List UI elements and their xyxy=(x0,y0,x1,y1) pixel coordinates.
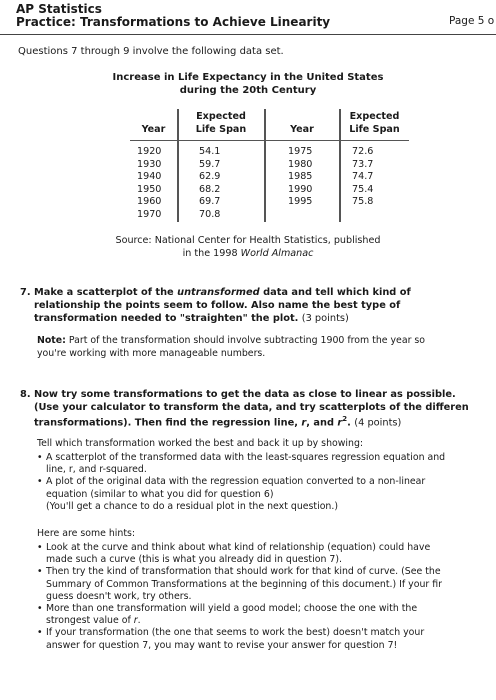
q7-text: data and tell which kind of xyxy=(259,287,411,298)
q7-line3 xyxy=(34,313,349,324)
q8-line2: (Use your calculator to transform the data, and try scatterplots of the differen xyxy=(34,402,469,413)
q7-text: Make a scatterplot of the xyxy=(34,287,178,298)
q7-number: 7. xyxy=(20,287,31,298)
source-publication: World Almanac xyxy=(240,248,314,259)
expected-header-l2: Life Span xyxy=(195,124,247,135)
hints-heading: Here are some hints: xyxy=(37,528,136,539)
bullet-text: equation (similar to what you did for question 6) xyxy=(46,488,274,500)
q7-emphasis: untransformed xyxy=(177,287,260,298)
intro-text xyxy=(18,46,284,57)
bullet-text: made such a curve (this is what you already did in question 7). xyxy=(46,554,342,566)
q8-number: 8. xyxy=(20,389,31,400)
q8-exponent: 2 xyxy=(342,415,348,423)
q7-text: transformation needed to "straighten" the plot. xyxy=(34,313,299,324)
table-cell-span: 73.7 xyxy=(352,158,374,170)
bullet-text: line, r, and r-squared. xyxy=(46,464,147,476)
q7-note-line2: you're working with more manageable numbers. xyxy=(37,348,266,359)
page-header xyxy=(0,0,496,35)
bullet-marker: • xyxy=(37,452,43,463)
bullet-marker: • xyxy=(37,542,43,553)
q7-points: (3 points) xyxy=(301,313,349,324)
life-expectancy-table xyxy=(130,109,409,222)
bullet-text: A plot of the original data with the regression equation converted to a non-linear xyxy=(46,476,426,488)
q8-points: (4 points) xyxy=(354,417,402,429)
table-cell-year: 1960 xyxy=(137,196,162,208)
expected-header-l1: Expected xyxy=(196,111,246,122)
course-title: AP Statistics xyxy=(16,2,102,16)
expected-header-l1: Expected xyxy=(349,111,400,122)
bullet-text: guess doesn't work, try others. xyxy=(46,590,192,602)
table-cell-span: 68.2 xyxy=(199,183,221,195)
table-cell-span: 62.9 xyxy=(199,171,221,183)
q7-line2: relationship the points seem to follow. Also name the best type of xyxy=(34,300,401,311)
bullet-text: answer for question 7, you may want to revise your answer for question 7! xyxy=(46,639,398,651)
bullet-marker: • xyxy=(37,566,43,578)
q8-text: . xyxy=(347,417,351,429)
q8-text: transformations). Then find the regression line, xyxy=(34,417,302,429)
bullet-text: More than one transformation will yield a good model; choose the one with the xyxy=(46,603,418,614)
page-number: Page 5 o xyxy=(449,15,495,27)
table-cell-span: 72.6 xyxy=(352,146,374,157)
source-line2 xyxy=(0,248,496,259)
q8-text: , and xyxy=(306,417,338,429)
intro-text-content: Questions 7 through 9 involve the following data set. xyxy=(18,46,284,57)
bullet-text: strongest value of r. xyxy=(46,615,141,627)
table-cell-year: 1980 xyxy=(288,158,313,170)
year-header: Year xyxy=(141,124,166,135)
bullet-text: Look at the curve and think about what kind of relationship (equation) could have xyxy=(46,542,431,553)
bullet-text: Summary of Common Transformations at the beginning of this document.) If your fir xyxy=(46,578,442,590)
document-title: Practice: Transformations to Achieve Linearity xyxy=(16,15,331,29)
q7-line1 xyxy=(34,287,411,298)
table-title-line2: during the 20th Century xyxy=(179,85,317,96)
header-rule xyxy=(130,140,409,141)
note-text: Part of the transformation should involve subtracting 1900 from the year so xyxy=(65,335,426,346)
table-cell-year: 1995 xyxy=(288,196,313,208)
table-cell-span: 75.4 xyxy=(352,183,374,195)
q8-r: r xyxy=(337,417,343,429)
table-cell-span: 75.8 xyxy=(352,196,374,208)
table-title-line1: Increase in Life Expectancy in the United States xyxy=(112,72,384,83)
table-cell-span: 70.8 xyxy=(199,209,221,220)
table-cell-year: 1985 xyxy=(288,171,313,183)
bullet-text: A scatterplot of the transformed data with the least-squares regression equation and xyxy=(46,452,446,463)
bullet-marker: • xyxy=(37,627,43,639)
source-text: in the 1998 xyxy=(182,248,241,259)
bullet-text: (You'll get a chance to do a residual plot in the next question.) xyxy=(46,500,339,512)
q7-note-line1 xyxy=(37,335,425,346)
bullet-text: Then try the kind of transformation that should work for that kind of curve. (See the xyxy=(46,566,441,578)
table-cell-year: 1950 xyxy=(137,183,162,195)
table-cell-year: 1970 xyxy=(137,209,162,220)
q8-tell: Tell which transformation worked the best and back it up by showing: xyxy=(37,438,364,449)
note-label: Note: xyxy=(37,335,66,346)
table-cell-year: 1990 xyxy=(288,183,313,195)
table-cell-span: 69.7 xyxy=(199,196,221,208)
bullet-marker: • xyxy=(37,603,43,614)
source-line1: Source: National Center for Health Statistics, published xyxy=(115,235,381,246)
table-cell-year: 1975 xyxy=(288,146,313,157)
table-cell-span: 74.7 xyxy=(352,171,374,183)
q8-line3 xyxy=(34,415,401,428)
year-header: Year xyxy=(290,124,314,135)
table-cell-year: 1920 xyxy=(137,146,162,157)
table-cell-year: 1930 xyxy=(137,158,162,170)
bullet-text: If your transformation (the one that seems to work the best) doesn't match your xyxy=(46,627,425,639)
expected-header-l2: Life Span xyxy=(349,124,400,135)
table-cell-year: 1940 xyxy=(137,171,162,183)
table-cell-span: 59.7 xyxy=(199,158,221,170)
bullet-marker: • xyxy=(37,476,43,488)
q8-line1: Now try some transformations to get the data as close to linear as possible. xyxy=(34,389,456,400)
table-cell-span: 54.1 xyxy=(199,146,221,157)
q8-r: r xyxy=(301,417,307,429)
